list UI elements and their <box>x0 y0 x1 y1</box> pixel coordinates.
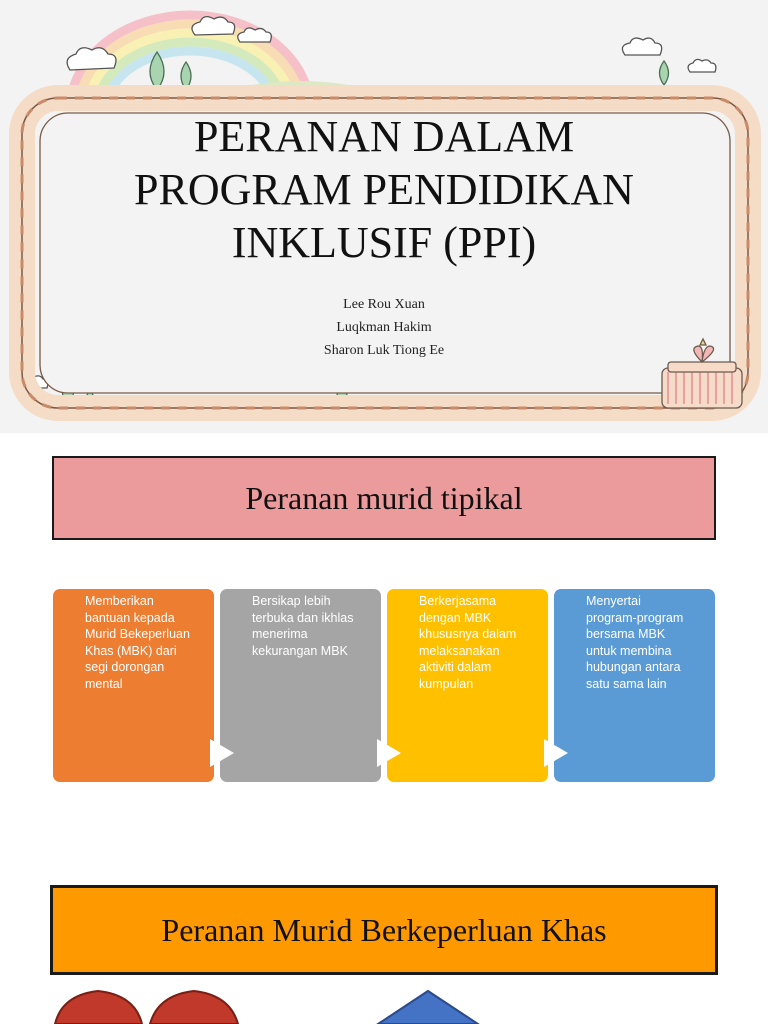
arrow-right-icon <box>210 739 234 767</box>
title-line: INKLUSIF (PPI) <box>231 218 537 267</box>
author-name: Lee Rou Xuan <box>343 297 425 312</box>
role-card-text: Menyertai program-program bersama MBK untuk membina hubungan antara satu sama lain <box>586 594 684 691</box>
role-card-text: Bersikap lebih terbuka dan ikhlas menerima kekurangan MBK <box>252 594 354 658</box>
heart-shape-icon <box>55 991 142 1024</box>
roles-slide <box>0 433 768 1024</box>
role-card <box>554 589 715 782</box>
bottom-shapes <box>0 985 768 1024</box>
section-header: Peranan murid tipikal <box>52 456 716 540</box>
heart-shape-icon <box>150 991 238 1024</box>
role-card <box>387 589 548 782</box>
title-slide <box>0 0 768 433</box>
author-name: Luqkman Hakim <box>336 320 432 335</box>
role-card-text: Memberikan bantuan kepada Murid Bekeperluan Khas (MBK) dari segi dorongan mental <box>85 594 190 691</box>
arrow-right-icon <box>544 739 568 767</box>
role-card <box>220 589 381 782</box>
author-name: Sharon Luk Tiong Ee <box>323 343 445 358</box>
role-card-text: Berkerjasama dengan MBK khususnya dalam melaksanakan aktiviti dalam kumpulan <box>419 594 517 691</box>
section-header-mbk: Peranan Murid Berkeperluan Khas <box>50 885 718 975</box>
title-line: PERANAN DALAM <box>193 112 575 161</box>
diamond-shape-icon <box>378 991 478 1024</box>
slide-title <box>60 110 708 269</box>
role-card <box>53 589 214 782</box>
title-block <box>60 110 708 362</box>
role-cards <box>53 589 715 782</box>
title-line: PROGRAM PENDIDIKAN <box>134 165 634 214</box>
arrow-right-icon <box>377 739 401 767</box>
author-list <box>60 293 708 362</box>
